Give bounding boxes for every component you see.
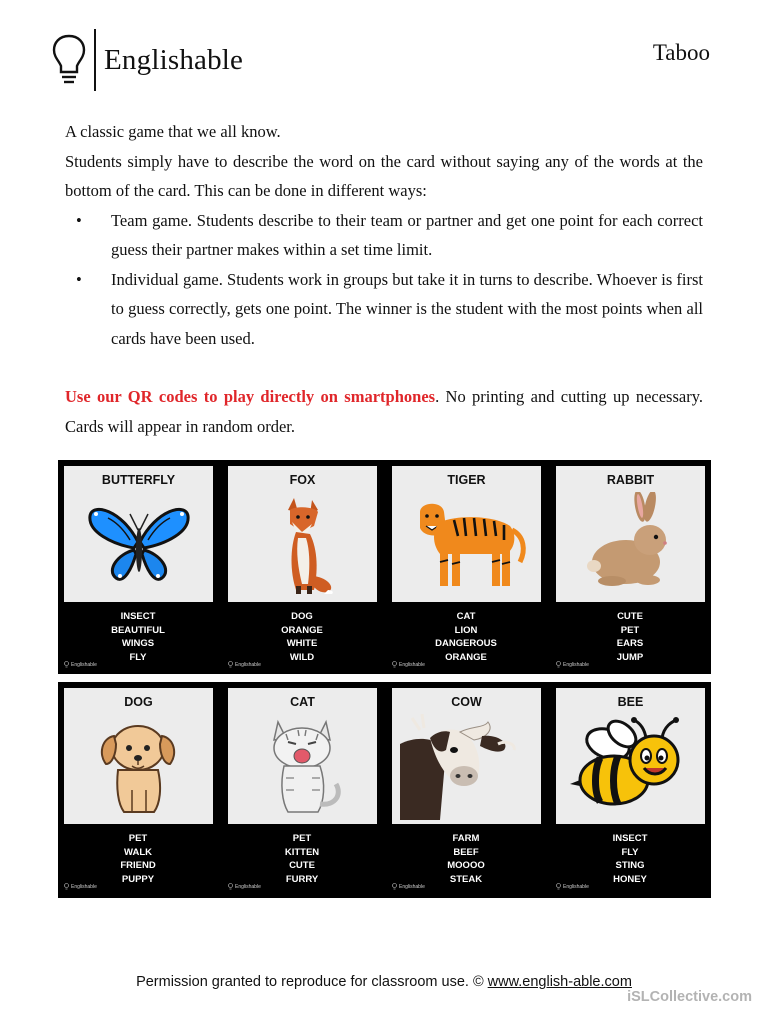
- card-brand: [64, 661, 97, 668]
- taboo-card: [58, 682, 218, 896]
- card-brand: [228, 883, 261, 890]
- lightbulb-icon: [392, 883, 397, 890]
- taboo-card: [58, 460, 218, 674]
- card-word: FOX: [289, 473, 316, 487]
- logo-text: Englishable: [104, 43, 244, 76]
- card-panel: [556, 466, 705, 602]
- website-link[interactable]: www.english-able.com: [487, 974, 632, 990]
- lightbulb-icon: [556, 883, 561, 890]
- row-divider: [58, 674, 711, 682]
- lightbulb-icon: [64, 883, 69, 890]
- taboo-word: STING: [615, 860, 645, 872]
- taboo-word: PET: [292, 833, 312, 844]
- taboo-word: INSECT: [612, 833, 648, 844]
- card-brand: [228, 661, 261, 668]
- taboo-word: KITTEN: [284, 846, 320, 858]
- taboo-card: [550, 460, 710, 674]
- cow-picture: [400, 714, 533, 820]
- taboo-word: STEAK: [449, 873, 483, 885]
- taboo-word: ORANGE: [445, 651, 487, 663]
- lightbulb-icon: [228, 883, 233, 890]
- footer-text: Permission granted to reproduce for classroom use. ©: [136, 974, 488, 990]
- card-word: CAT: [290, 695, 315, 709]
- card-brand: [556, 883, 589, 890]
- taboo-word: CUTE: [617, 611, 643, 622]
- taboo-word: CAT: [456, 611, 476, 622]
- taboo-word: LION: [454, 624, 478, 636]
- taboo-word: MOOOO: [447, 860, 485, 872]
- taboo-card: [550, 682, 710, 896]
- card-brand: [64, 883, 97, 890]
- watermark: iSLCollective.com: [627, 989, 752, 1005]
- taboo-word: ORANGE: [281, 624, 323, 636]
- taboo-word: PET: [128, 833, 148, 844]
- card-word: BUTTERFLY: [101, 473, 176, 487]
- qr-note: [65, 382, 703, 441]
- card-brand-text: Englishable: [399, 661, 425, 668]
- card-brand-text: Englishable: [563, 883, 589, 890]
- taboo-word: BEAUTIFUL: [111, 624, 165, 636]
- card-word: TIGER: [447, 473, 486, 487]
- taboo-word: PUPPY: [121, 873, 155, 885]
- taboo-word: WHITE: [286, 638, 318, 650]
- card-brand-text: Englishable: [235, 883, 261, 890]
- fox-picture: [236, 492, 369, 598]
- card-brand-text: Englishable: [563, 661, 589, 668]
- taboo-word: WINGS: [121, 638, 155, 650]
- taboo-word: PET: [620, 624, 640, 636]
- taboo-word: WILD: [289, 651, 315, 663]
- taboo-word: FARM: [452, 833, 480, 844]
- englishable-logo: [52, 28, 243, 92]
- intro-description: Students simply have to describe the word on the card without saying any of the words at the bottom of the card. This can be done in different ways:: [65, 151, 703, 200]
- taboo-word: WALK: [124, 846, 152, 858]
- taboo-words: [386, 832, 546, 886]
- card-word: DOG: [124, 695, 153, 709]
- tiger-picture: [400, 492, 533, 598]
- card-brand: [392, 883, 425, 890]
- taboo-card: [386, 682, 546, 896]
- bee-picture: [564, 714, 697, 820]
- taboo-word: EARS: [616, 638, 644, 650]
- taboo-words: [386, 610, 546, 664]
- taboo-word: DANGEROUS: [435, 638, 497, 650]
- taboo-word: CUTE: [289, 860, 315, 872]
- bullet-text: Team game. Students describe to their team or partner and get one point for each correct guess their partner makes within a set time limit.: [111, 210, 703, 259]
- card-panel: [64, 466, 213, 602]
- card-word: BEE: [617, 695, 644, 709]
- taboo-cards-grid: [58, 460, 711, 898]
- lightbulb-icon: [228, 661, 233, 668]
- card-brand: [556, 661, 589, 668]
- game-modes-list: [65, 206, 703, 354]
- page-title: Taboo: [652, 40, 710, 65]
- bullet-text: Individual game. Students work in groups but take it in turns to describe. Whoever is first to guess correctly, gets one point. The winner is the student with the most points when all cards have been used.: [111, 269, 703, 348]
- taboo-word: INSECT: [120, 611, 156, 622]
- card-word: RABBIT: [606, 473, 655, 487]
- taboo-words: [58, 610, 218, 664]
- taboo-word: FRIEND: [120, 860, 156, 872]
- qr-highlight: Use our QR codes to play directly on smartphones: [65, 387, 436, 406]
- taboo-card: [222, 460, 382, 674]
- taboo-word: JUMP: [616, 651, 644, 663]
- lightbulb-icon: [392, 661, 397, 668]
- butterfly-picture: [72, 492, 205, 598]
- card-panel: [64, 688, 213, 824]
- card-panel: [392, 688, 541, 824]
- taboo-word: FLY: [129, 651, 147, 663]
- taboo-word: DOG: [291, 611, 313, 622]
- card-brand-text: Englishable: [71, 883, 97, 890]
- dog-picture: [72, 714, 205, 820]
- rabbit-picture: [564, 492, 697, 598]
- taboo-words: [550, 832, 710, 886]
- list-item: [65, 265, 703, 354]
- logo-divider: [94, 29, 96, 91]
- list-item: [65, 206, 703, 265]
- cat-picture: [236, 714, 369, 820]
- taboo-words: [222, 610, 382, 664]
- card-word: COW: [451, 695, 482, 709]
- taboo-card: [222, 682, 382, 896]
- lightbulb-icon: [52, 32, 86, 88]
- card-brand-text: Englishable: [399, 883, 425, 890]
- intro-line: A classic game that we all know.: [65, 122, 281, 141]
- card-brand-text: Englishable: [235, 661, 261, 668]
- bullet-marker: •: [76, 210, 82, 230]
- lightbulb-icon: [64, 661, 69, 668]
- card-panel: [228, 688, 377, 824]
- bullet-marker: •: [76, 269, 82, 289]
- taboo-words: [550, 610, 710, 664]
- taboo-word: HONEY: [613, 873, 647, 885]
- taboo-word: BEEF: [453, 846, 479, 858]
- card-panel: [392, 466, 541, 602]
- permission-footer: [0, 974, 768, 990]
- taboo-words: [58, 832, 218, 886]
- card-panel: [228, 466, 377, 602]
- qr-note-text: . No printing and cutting up necessary. Cards will appear in random order.: [65, 387, 703, 436]
- taboo-card: [386, 460, 546, 674]
- instructions: [65, 117, 703, 441]
- card-brand-text: Englishable: [71, 661, 97, 668]
- taboo-word: FURRY: [285, 873, 319, 885]
- taboo-words: [222, 832, 382, 886]
- lightbulb-icon: [556, 661, 561, 668]
- taboo-word: FLY: [621, 846, 639, 858]
- card-brand: [392, 661, 425, 668]
- card-panel: [556, 688, 705, 824]
